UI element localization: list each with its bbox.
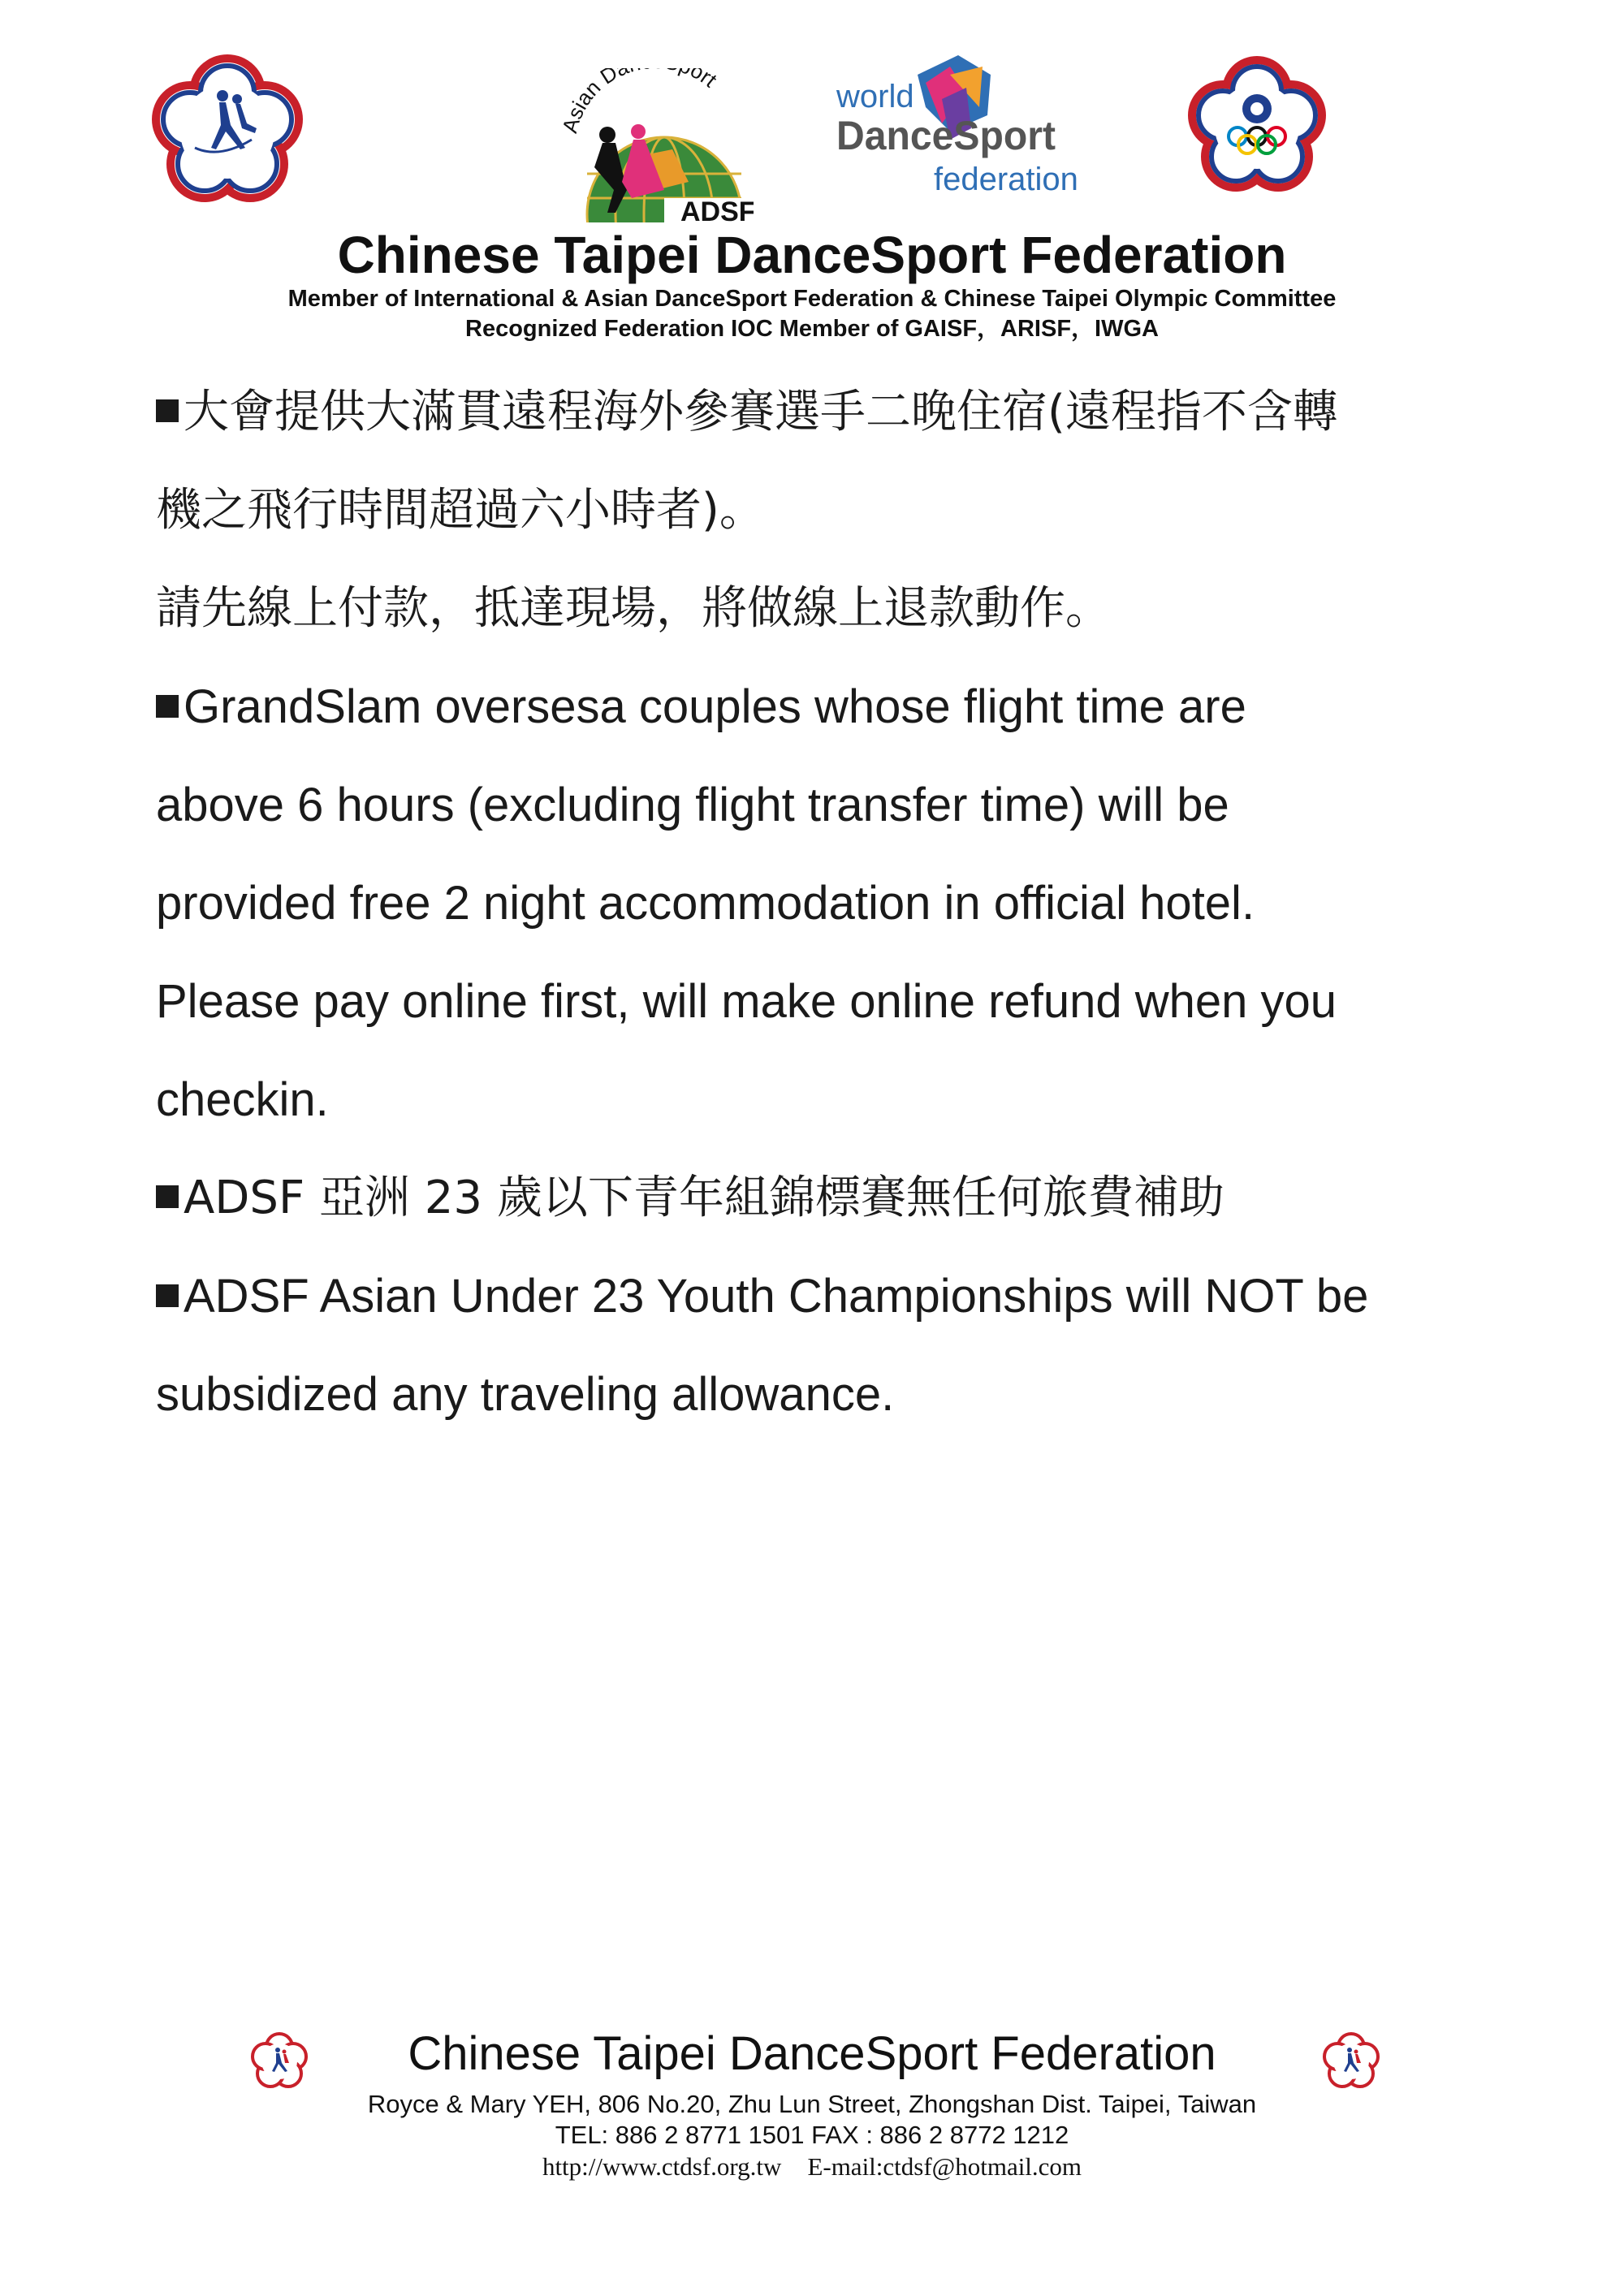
notice-text: ADSF Asian Under 23 Youth Championships will NOT be [184, 1270, 1369, 1323]
notice-text: provided free 2 night accommodation in official hotel. [156, 877, 1255, 930]
notice-text: ADSF 亞洲 23 歲以下青年組錦標賽無任何旅費補助 [184, 1172, 1224, 1224]
notice-line-en-6 [156, 1259, 1504, 1357]
bullet-icon [156, 1284, 179, 1307]
wdsf-logo-federation: federation [934, 162, 1078, 197]
header-title: Chinese Taipei DanceSport Federation [337, 226, 1287, 284]
notice-line-zh-3 [156, 572, 1504, 670]
notice-line-en-2 [156, 768, 1504, 866]
notice-line-en-4 [156, 965, 1504, 1063]
wdsf-logo [828, 50, 1080, 205]
adsf-logo-text: Asian D ort [557, 68, 722, 136]
header-subtitle-recognition: Recognized Federation IOC Member of GAISF，ARISF，IWGA [465, 316, 1159, 342]
notice-line-zh-2 [156, 473, 1504, 572]
footer-address: Royce & Mary YEH, 806 No.20, Zhu Lun Street, Zhongshan Dist. Taipei, Taiwan [367, 2090, 1257, 2118]
notice-text: checkin. [156, 1073, 329, 1126]
notice-line-zh-1 [156, 375, 1504, 473]
wdsf-logo-dancesport: DanceSport [836, 113, 1056, 158]
notice-line-en-3 [156, 866, 1504, 965]
notice-text: above 6 hours (excluding flight transfer time) will be [156, 779, 1229, 831]
bullet-icon [156, 695, 179, 718]
ctdsf-logo [146, 49, 309, 211]
notice-line-zh-4 [156, 1161, 1504, 1259]
footer-phone-fax: TEL: 886 2 8771 1501 FAX : 886 2 8772 1212 [555, 2121, 1069, 2149]
notice-text: GrandSlam oversesa couples whose flight time are [184, 680, 1246, 733]
chinese-taipei-olympic-logo [1184, 49, 1330, 203]
notice-text: 請先線上付款，抵達現場，將做線上退款動作。 [156, 582, 1111, 635]
notice-text: 機之飛行時間超過六小時者)。 [156, 484, 765, 537]
footer-email-link[interactable]: E-mail:ctdsf@hotmail.com [807, 2152, 1082, 2181]
notice-line-en-7 [156, 1357, 1504, 1456]
bullet-icon [156, 1185, 179, 1208]
notice-body [156, 375, 1504, 1456]
bullet-icon [156, 399, 179, 422]
notice-text: 大會提供大滿貫遠程海外參賽選手二晚住宿(遠程指不含轉 [184, 386, 1338, 438]
adsf-logo [542, 68, 754, 222]
notice-text: subsidized any traveling allowance. [156, 1368, 895, 1421]
header-subtitle-membership: Member of International & Asian DanceSport Federation & Chinese Taipei Olympic Committee [287, 286, 1337, 312]
footer-website-link[interactable]: http://www.ctdsf.org.tw [542, 2152, 782, 2181]
footer-contact [0, 2151, 1624, 2182]
adsf-logo-abbr: ADSF [680, 196, 754, 222]
notice-line-en-1 [156, 670, 1504, 768]
wdsf-logo-world: world [836, 79, 914, 114]
footer-title: Chinese Taipei DanceSport Federation [408, 2027, 1216, 2080]
notice-line-en-5 [156, 1063, 1504, 1161]
notice-text: Please pay online first, will make online refund when you [156, 975, 1337, 1028]
